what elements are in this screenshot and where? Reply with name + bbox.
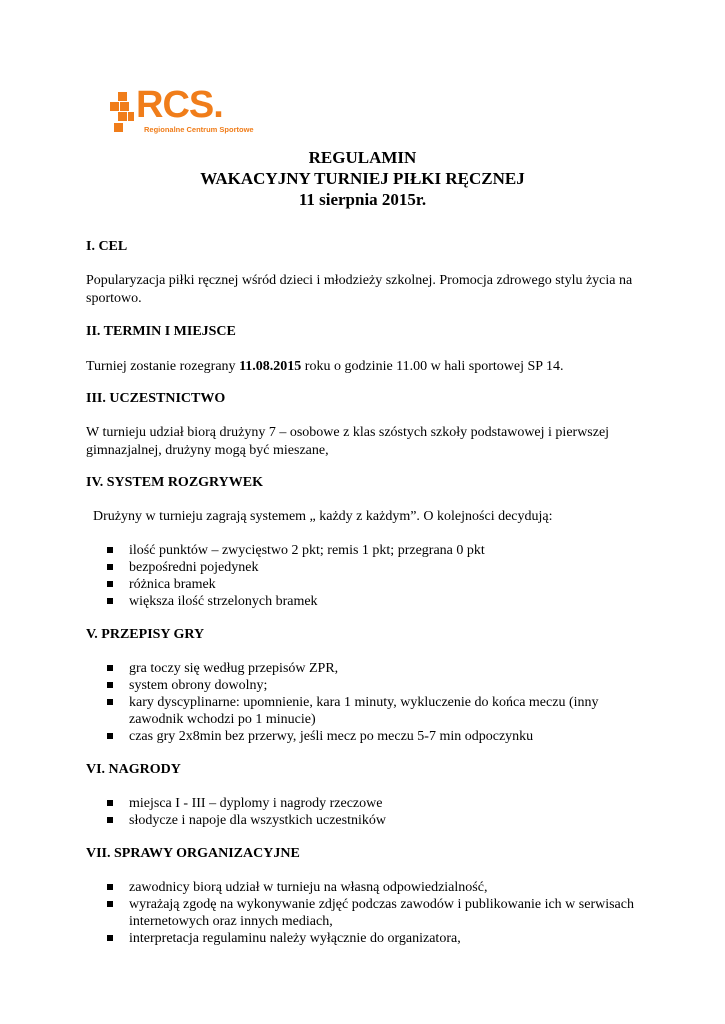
title-line-1: REGULAMIN — [308, 148, 417, 167]
list-item: gra toczy się według przepisów ZPR, — [86, 660, 646, 677]
list-sprawy — [86, 879, 646, 947]
section-heading-cel: I. CEL — [86, 239, 128, 254]
list-nagrody — [86, 795, 646, 829]
list-item: miejsca I - III – dyplomy i nagrody rzeczowe — [86, 795, 646, 812]
section-heading-nagrody: VI. NAGRODY — [86, 762, 181, 777]
logo-subtitle: Regionalne Centrum Sportowe — [144, 125, 254, 134]
list-item: wyrażają zgodę na wykonywanie zdjęć podczas zawodów i publikowanie ich w serwisach internetowych oraz innych mediach, — [86, 896, 646, 930]
list-item: kary dyscyplinarne: upomnienie, kara 1 minuty, wykluczenie do końca meczu (inny zawodnik wchodzi po 1 minucie) — [86, 694, 646, 728]
section-heading-sprawy: VII. SPRAWY ORGANIZACYJNE — [86, 846, 300, 861]
rcs-logo — [110, 84, 270, 140]
section-text-cel: Popularyzacja piłki ręcznej wśród dzieci i młodzieży szkolnej. Promocja zdrowego stylu życia na sportowo. — [86, 273, 633, 306]
section-text-uczestnictwo: W turnieju udział biorą drużyny 7 – osobowe z klas szóstych szkoły podstawowej i pierwszej gimnazjalnej, drużyny mogą być mieszane, — [86, 425, 610, 458]
list-system — [86, 542, 646, 610]
title-line-3: 11 sierpnia 2015r. — [298, 190, 427, 209]
list-item: ilość punktów – zwycięstwo 2 pkt; remis 1 pkt; przegrana 0 pkt — [86, 542, 646, 559]
title-line-2: WAKACYJNY TURNIEJ PIŁKI RĘCZNEJ — [200, 169, 525, 188]
list-item: zawodnicy biorą udział w turnieju na własną odpowiedzialność, — [86, 879, 646, 896]
list-item: większa ilość strzelonych bramek — [86, 593, 646, 610]
termin-text-before: Turniej zostanie rozegrany — [86, 359, 240, 374]
logo-text: RCS. — [136, 84, 223, 126]
list-item: różnica bramek — [86, 576, 646, 593]
section-heading-system: IV. SYSTEM ROZGRYWEK — [86, 475, 264, 490]
list-item: system obrony dowolny; — [86, 677, 646, 694]
section-intro-system: Drużyny w turnieju zagrają systemem „ każdy z każdym”. O kolejności decydują: — [93, 509, 553, 524]
list-item: czas gry 2x8min bez przerwy, jeśli mecz po meczu 5-7 min odpoczynku — [86, 728, 646, 745]
list-item: interpretacja regulaminu należy wyłącznie do organizatora, — [86, 930, 646, 947]
section-heading-termin: II. TERMIN I MIEJSCE — [86, 324, 236, 339]
list-przepisy — [86, 660, 646, 745]
list-item: bezpośredni pojedynek — [86, 559, 646, 576]
termin-date: 11.08.2015 — [239, 359, 302, 374]
termin-text-after: roku o godzinie 11.00 w hali sportowej SP 14. — [301, 359, 564, 374]
section-heading-przepisy: V. PRZEPISY GRY — [86, 627, 205, 642]
section-heading-uczestnictwo: III. UCZESTNICTWO — [86, 391, 226, 406]
section-text-termin — [86, 358, 646, 376]
list-item: słodycze i napoje dla wszystkich uczestników — [86, 812, 646, 829]
document-title — [0, 147, 725, 210]
